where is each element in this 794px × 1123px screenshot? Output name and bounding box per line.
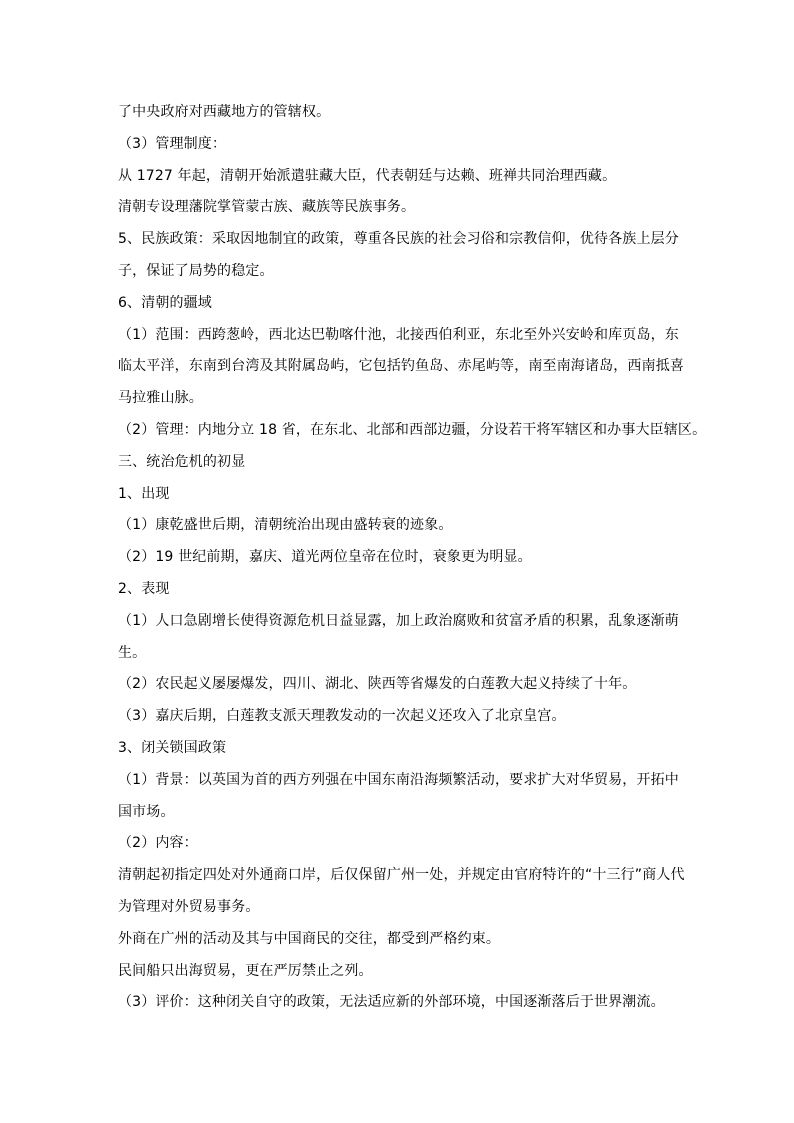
text-line: （3）嘉庆后期，白莲教支派天理教发动的一次起义还攻入了北京皇宫。 [118, 708, 566, 725]
text-line: （2）内容： [118, 835, 198, 852]
text-line: 了中央政府对西藏地方的管辖权。 [118, 104, 331, 120]
text-line: 为管理对外贸易事务。 [118, 898, 260, 915]
text-line: 生。 [118, 644, 147, 661]
text-line: （3）管理制度： [118, 135, 227, 152]
section-heading: 2、表现 [118, 580, 170, 597]
text-line: （2）农民起义屡屡爆发，四川、湖北、陕西等省爆发的白莲教大起义持续了十年。 [118, 676, 637, 693]
text-line: 清朝专设理藩院掌管蒙古族、藏族等民族事务。 [118, 199, 416, 216]
text-line: 马拉雅山脉。 [118, 390, 203, 407]
text-line: （2）19 世纪前期，嘉庆、道光两位皇帝在位时，衰象更为明显。 [118, 549, 532, 566]
section-heading: 3、闭关锁国政策 [118, 739, 227, 756]
text-line: （1）人口急剧增长使得资源危机日益显露，加上政治腐败和贫富矛盾的积累，乱象逐渐萌 [118, 612, 679, 629]
text-line: （1）背景：以英国为首的西方列强在中国东南沿海频繁活动，要求扩大对华贸易，开拓中 [118, 771, 679, 788]
section-heading: 1、出现 [118, 485, 170, 502]
text-line: （3）评价：这种闭关自守的政策，无法适应新的外部环境，中国逐渐落后于世界潮流。 [118, 994, 665, 1011]
text-line: 外商在广州的活动及其与中国商民的交往，都受到严格约束。 [118, 930, 501, 947]
text-line: 民间船只出海贸易，更在严厉禁止之列。 [118, 962, 373, 979]
text-line: 从 1727 年起，清朝开始派遣驻藏大臣，代表朝廷与达赖、班禅共同治理西藏。 [118, 167, 617, 184]
text-line: （1）康乾盛世后期，清朝统治出现由盛转衰的迹象。 [118, 517, 453, 534]
text-line: 5、民族政策：采取因地制宜的政策，尊重各民族的社会习俗和宗教信仰，优待各族上层分 [118, 231, 679, 248]
text-line: 临太平洋，东南到台湾及其附属岛屿，它包括钓鱼岛、赤尾屿等，南至南海诸岛，西南抵喜 [118, 358, 684, 375]
text-line: 子，保证了局势的稳定。 [118, 262, 274, 279]
chapter-heading: 三、统治危机的初显 [118, 453, 246, 470]
text-line: 国市场。 [118, 803, 175, 820]
document-body [118, 97, 707, 1019]
text-line: （2）管理：内地分立 18 省，在东北、北部和西部边疆，分设若干将军辖区和办事大臣辖区。 [118, 421, 707, 438]
section-heading: 6、清朝的疆域 [118, 294, 212, 311]
text-line: 清朝起初指定四处对外通商口岸，后仅保留广州一处，并规定由官府特许的“十三行”商人代 [118, 867, 685, 884]
text-line: （1）范围：西跨葱岭，西北达巴勒喀什池，北接西伯利亚，东北至外兴安岭和库页岛，东 [118, 326, 679, 343]
